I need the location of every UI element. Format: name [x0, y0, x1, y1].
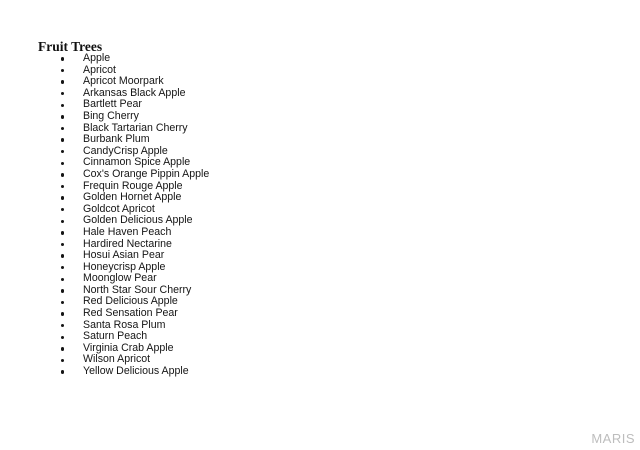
bullet-icon: [61, 289, 64, 292]
list-item-label: Red Sensation Pear: [83, 307, 178, 320]
list-item-label: Red Delicious Apple: [83, 295, 178, 308]
maris-watermark: MARIS: [591, 431, 635, 446]
list-item-label: Saturn Peach: [83, 330, 148, 343]
bullet-icon: [61, 254, 64, 257]
bullet-icon: [61, 127, 64, 130]
list-item-label: Apple: [83, 52, 111, 64]
bullet-icon: [61, 57, 64, 60]
list-item-label: Golden Delicious Apple: [83, 214, 193, 227]
bullet-icon: [61, 69, 64, 72]
list-item-label: Apricot Moorpark: [83, 75, 164, 88]
bullet-icon: [61, 231, 64, 234]
list-item-label: Yellow Delicious Apple: [83, 365, 189, 378]
document-heading: Fruit Trees: [38, 39, 103, 54]
bullet-icon: [61, 370, 64, 373]
bullet-icon: [61, 104, 64, 107]
bullet-icon: [61, 312, 64, 315]
list-item-label: Bartlett Pear: [83, 98, 142, 111]
bullet-icon: [61, 208, 64, 211]
bullet-icon: [61, 173, 64, 176]
list-item-label: Apricot: [83, 63, 116, 76]
bullet-icon: [61, 336, 64, 339]
list-item-label: Virginia Crab Apple: [83, 341, 174, 354]
bullet-icon: [61, 138, 64, 141]
list-item-label: Bing Cherry: [83, 109, 139, 122]
list-item-label: Hale Haven Peach: [83, 225, 172, 238]
list-item-label: Hosui Asian Pear: [83, 249, 165, 262]
list-item-label: Santa Rosa Plum: [83, 318, 166, 331]
list-item-label: Goldcot Apricot: [83, 202, 155, 215]
bullet-icon: [61, 301, 64, 304]
list-item-label: Wilson Apricot: [83, 353, 151, 366]
list-item-label: North Star Sour Cherry: [83, 283, 192, 296]
bullet-icon: [61, 196, 64, 199]
bullet-icon: [61, 150, 64, 153]
bullet-icon: [61, 324, 64, 327]
bullet-icon: [61, 115, 64, 118]
list-item-label: Frequin Rouge Apple: [83, 179, 183, 192]
list-item-label: Burbank Plum: [83, 133, 150, 146]
bullet-icon: [61, 220, 64, 223]
list-item-label: Cox's Orange Pippin Apple: [83, 167, 210, 180]
bullet-icon: [61, 347, 64, 350]
bullet-icon: [61, 359, 64, 362]
list-item-label: Hardired Nectarine: [83, 237, 172, 250]
bullet-icon: [61, 243, 64, 246]
list-item-label: Black Tartarian Cherry: [83, 121, 188, 134]
list-item-label: Arkansas Black Apple: [83, 86, 186, 99]
bullet-icon: [61, 162, 64, 165]
list-item-label: Moonglow Pear: [83, 272, 157, 285]
bullet-icon: [61, 80, 64, 83]
bullet-icon: [61, 92, 64, 95]
list-item-label: Cinnamon Spice Apple: [83, 156, 191, 169]
list-item-label: Golden Hornet Apple: [83, 191, 182, 204]
bullet-icon: [61, 266, 64, 269]
list-item-label: Honeycrisp Apple: [83, 260, 166, 273]
bullet-icon: [61, 185, 64, 188]
list-item-label: CandyCrisp Apple: [83, 144, 168, 157]
bullet-icon: [61, 278, 64, 281]
